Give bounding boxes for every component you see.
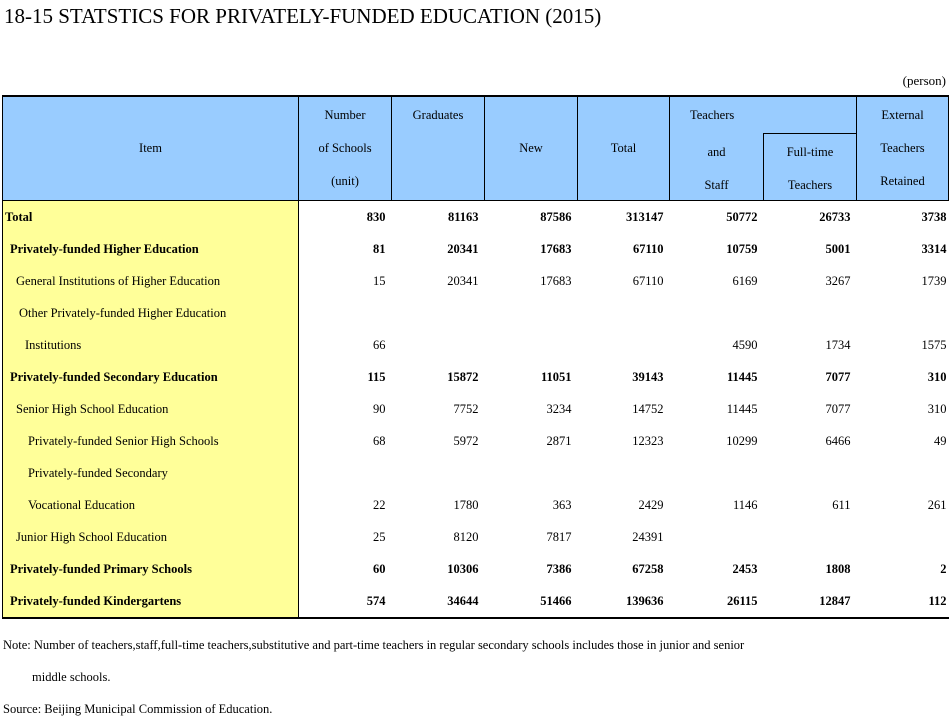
row-value-cell: 22 bbox=[373, 497, 386, 512]
row-value-cell: 2453 bbox=[732, 561, 758, 576]
row-value-cell: 3234 bbox=[546, 401, 572, 416]
row-value-cell: 51466 bbox=[485, 585, 578, 618]
table-row bbox=[3, 457, 949, 489]
header-schools: Number of Schools (unit) bbox=[299, 96, 392, 201]
row-item-label: Privately-funded Secondary bbox=[3, 457, 299, 489]
unit-label: (person) bbox=[902, 73, 946, 88]
row-value-cell: 26733 bbox=[819, 209, 851, 224]
statistics-table bbox=[2, 95, 949, 619]
row-value-cell bbox=[485, 457, 578, 489]
row-value-cell: 20341 bbox=[447, 241, 479, 256]
row-value-cell: 139636 bbox=[578, 585, 670, 618]
row-value-cell: 5972 bbox=[453, 433, 479, 448]
row-value-cell: 1734 bbox=[825, 337, 851, 352]
row-value-cell: 2429 bbox=[638, 497, 664, 512]
row-value-cell bbox=[670, 457, 764, 489]
row-value-cell: 1808 bbox=[825, 561, 851, 576]
row-value-cell bbox=[299, 297, 392, 329]
row-value-cell bbox=[299, 457, 392, 489]
row-value-cell: 15 bbox=[373, 273, 386, 288]
row-value-cell: 1146 bbox=[732, 497, 758, 512]
row-value-cell bbox=[485, 329, 578, 361]
row-value-cell: 7752 bbox=[453, 401, 479, 416]
row-value-cell: 87586 bbox=[540, 209, 572, 224]
row-value-cell: 261 bbox=[927, 497, 947, 512]
row-value-cell: 8120 bbox=[453, 529, 479, 544]
row-value-cell: 830 bbox=[366, 209, 386, 224]
row-value-cell: 11051 bbox=[540, 369, 572, 384]
header-total-enrollment: Total bbox=[578, 96, 670, 201]
row-item-label: Vocational Education bbox=[3, 489, 299, 521]
row-value-cell: 10306 bbox=[447, 561, 479, 576]
row-item-label: Senior High School Education bbox=[3, 393, 299, 425]
row-value-cell: 5001 bbox=[825, 241, 851, 256]
row-value-cell bbox=[764, 521, 857, 553]
row-value-cell: 363 bbox=[552, 497, 572, 512]
row-value-cell bbox=[578, 457, 670, 489]
table-row bbox=[3, 297, 949, 329]
table-row bbox=[3, 393, 949, 425]
row-value-cell: 90 bbox=[373, 401, 386, 416]
row-value-cell: 3267 bbox=[825, 273, 851, 288]
row-value-cell: 1575 bbox=[921, 337, 947, 352]
row-value-cell bbox=[392, 297, 485, 329]
table-row bbox=[3, 201, 949, 234]
row-value-cell: 17683 bbox=[540, 241, 572, 256]
row-value-cell: 49 bbox=[934, 433, 947, 448]
row-item-label: Privately-funded Kindergartens bbox=[3, 585, 299, 618]
row-value-cell: 39143 bbox=[632, 369, 664, 384]
header-teachers-staff: and Staff bbox=[670, 134, 764, 201]
table-row bbox=[3, 553, 949, 585]
row-value-cell: 313147 bbox=[626, 209, 664, 224]
row-value-cell: 2 bbox=[940, 561, 947, 576]
row-value-cell: 67110 bbox=[632, 273, 664, 288]
row-value-cell: 50772 bbox=[726, 209, 758, 224]
row-item-label: Other Privately-funded Higher Education bbox=[3, 297, 299, 329]
row-value-cell bbox=[857, 457, 949, 489]
row-item-label: Privately-funded Higher Education bbox=[3, 233, 299, 265]
row-value-cell: 17683 bbox=[540, 273, 572, 288]
row-value-cell: 1780 bbox=[453, 497, 479, 512]
table-row bbox=[3, 521, 949, 553]
header-teachers: Teachers bbox=[670, 96, 857, 134]
header-graduates: Graduates bbox=[392, 96, 485, 201]
row-value-cell: 12847 bbox=[764, 585, 857, 618]
row-value-cell: 7386 bbox=[546, 561, 572, 576]
table-row bbox=[3, 233, 949, 265]
row-value-cell: 81163 bbox=[447, 209, 479, 224]
row-item-label: Junior High School Education bbox=[3, 521, 299, 553]
row-value-cell bbox=[578, 297, 670, 329]
row-value-cell: 310 bbox=[927, 401, 947, 416]
row-item-label: Privately-funded Secondary Education bbox=[3, 361, 299, 393]
row-value-cell: 67110 bbox=[632, 241, 664, 256]
row-value-cell: 6466 bbox=[825, 433, 851, 448]
header-item: Item bbox=[3, 96, 299, 201]
row-value-cell bbox=[857, 297, 949, 329]
row-value-cell: 26115 bbox=[670, 585, 764, 618]
source-note: Source: Beijing Municipal Commission of Education. bbox=[3, 702, 273, 716]
header-new-enrollment: New bbox=[485, 96, 578, 201]
row-value-cell: 10299 bbox=[726, 433, 758, 448]
row-value-cell bbox=[485, 297, 578, 329]
table-body bbox=[3, 201, 949, 619]
table-row bbox=[3, 329, 949, 361]
row-value-cell: 68 bbox=[373, 433, 386, 448]
row-value-cell: 1739 bbox=[921, 273, 947, 288]
row-value-cell: 10759 bbox=[726, 241, 758, 256]
row-item-label: Total bbox=[3, 201, 299, 234]
row-value-cell bbox=[857, 521, 949, 553]
row-value-cell: 66 bbox=[373, 337, 386, 352]
row-value-cell: 25 bbox=[373, 529, 386, 544]
row-value-cell bbox=[392, 457, 485, 489]
row-value-cell: 24391 bbox=[632, 529, 664, 544]
row-value-cell: 60 bbox=[373, 561, 386, 576]
row-value-cell: 7817 bbox=[546, 529, 572, 544]
row-value-cell: 611 bbox=[832, 497, 851, 512]
row-value-cell: 2871 bbox=[546, 433, 572, 448]
row-value-cell: 3738 bbox=[921, 209, 947, 224]
row-item-label: Institutions bbox=[3, 329, 299, 361]
note-line-2: middle schools. bbox=[32, 670, 111, 684]
table-row bbox=[3, 585, 949, 618]
row-value-cell: 11445 bbox=[726, 401, 758, 416]
row-value-cell: 81 bbox=[373, 241, 386, 256]
page-title: 18-15 STATSTICS FOR PRIVATELY-FUNDED EDUCATION (2015) bbox=[4, 4, 602, 28]
row-value-cell bbox=[578, 329, 670, 361]
table-row bbox=[3, 425, 949, 457]
row-value-cell: 574 bbox=[299, 585, 392, 618]
row-value-cell bbox=[670, 521, 764, 553]
header-fulltime-teachers: Full-time Teachers bbox=[764, 134, 857, 201]
row-value-cell: 11445 bbox=[726, 369, 758, 384]
table-row bbox=[3, 265, 949, 297]
table-row bbox=[3, 489, 949, 521]
row-item-label: Privately-funded Primary Schools bbox=[3, 553, 299, 585]
row-value-cell: 310 bbox=[927, 369, 947, 384]
table-row bbox=[3, 361, 949, 393]
row-value-cell bbox=[764, 297, 857, 329]
row-value-cell: 3314 bbox=[921, 241, 947, 256]
row-value-cell: 7077 bbox=[825, 369, 851, 384]
row-value-cell: 34644 bbox=[392, 585, 485, 618]
row-value-cell: 112 bbox=[857, 585, 949, 618]
row-value-cell: 7077 bbox=[825, 401, 851, 416]
row-item-label: Privately-funded Senior High Schools bbox=[3, 425, 299, 457]
row-item-label: General Institutions of Higher Education bbox=[3, 265, 299, 297]
row-value-cell: 15872 bbox=[447, 369, 479, 384]
row-value-cell: 4590 bbox=[732, 337, 758, 352]
row-value-cell bbox=[764, 457, 857, 489]
row-value-cell: 115 bbox=[367, 369, 386, 384]
row-value-cell: 67258 bbox=[632, 561, 664, 576]
row-value-cell bbox=[392, 329, 485, 361]
row-value-cell bbox=[670, 297, 764, 329]
header-external-teachers: External Teachers Retained bbox=[857, 96, 949, 201]
row-value-cell: 12323 bbox=[632, 433, 664, 448]
row-value-cell: 14752 bbox=[632, 401, 664, 416]
note-line-1: Note: Number of teachers,staff,full-time teachers,substitutive and part-time teachers in regular secondary schools includes those in junior and senior bbox=[3, 638, 745, 652]
row-value-cell: 20341 bbox=[447, 273, 479, 288]
row-value-cell: 6169 bbox=[732, 273, 758, 288]
